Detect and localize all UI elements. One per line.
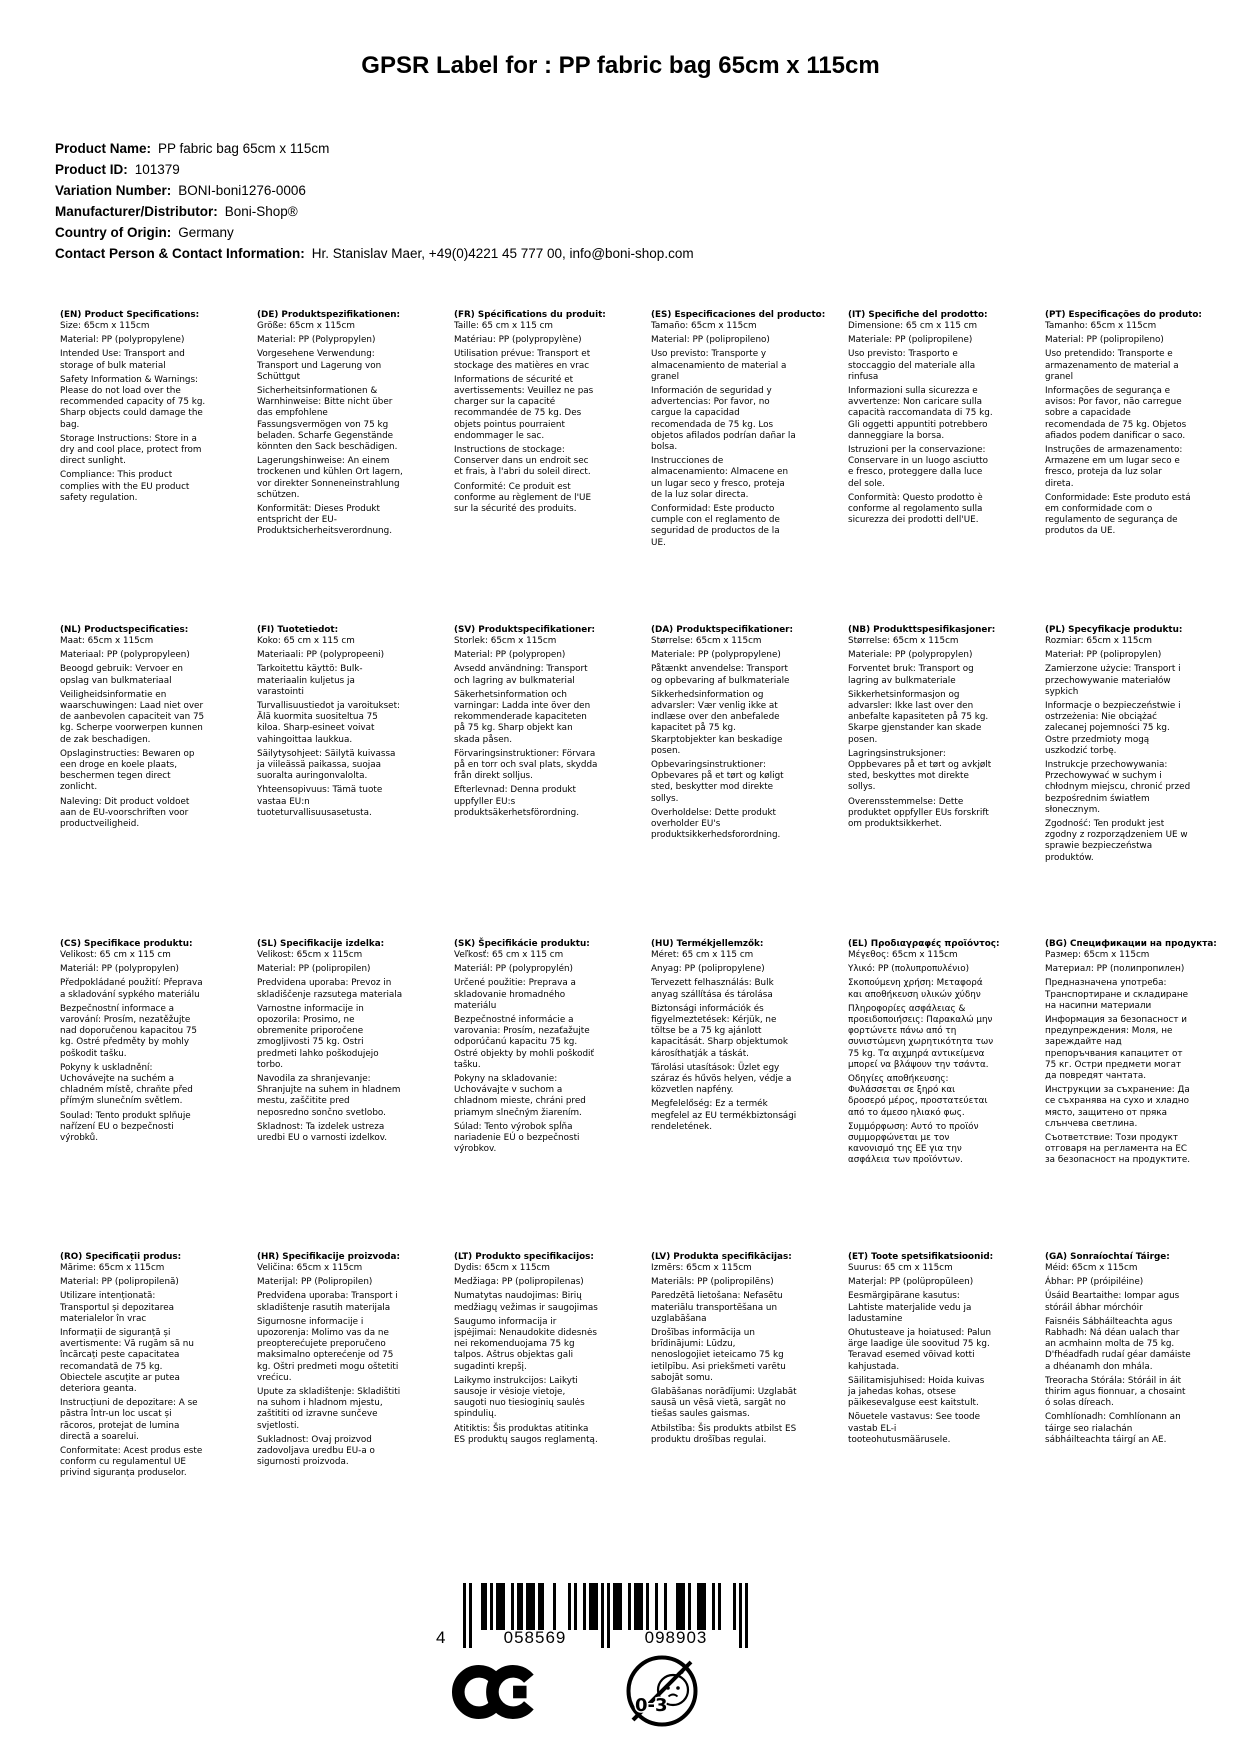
lang-section-title: (DE) Produktspezifikationen:	[257, 310, 401, 320]
spec-paragraph: Μέγεθος: 65cm x 115cm	[848, 950, 958, 960]
lang-section-title: (HR) Specifikacije proizvoda:	[257, 1252, 400, 1262]
spec-paragraph: Saugumo informacija ir įspėjimai: Nenaudokite didesnės nei rekomenduojama 75 kg talpos. Aštrus objektas gali sugadinti krepšį.	[454, 1316, 597, 1372]
spec-paragraph: Tervezett felhasználás: Bulk anyag szállítása és tárolása	[651, 978, 774, 1000]
spec-paragraph: Størrelse: 65cm x 115cm	[848, 636, 959, 646]
barcode-prefix-digit: 4	[436, 1628, 447, 1647]
spec-paragraph: Materjal: PP (polüpropüleen)	[848, 1277, 974, 1288]
spec-paragraph: Påtænkt anvendelse: Transport og opbevaring af bulkmateriale	[651, 664, 790, 686]
spec-paragraph: Informacje o bezpieczeństwie i ostrzeżenia: Nie obciążać zalecanej pojemności 75 kg. Ostre przedmioty mogą uszkodzić torbę.	[1045, 701, 1181, 756]
lang-section-da	[651, 625, 848, 939]
lang-section-fr	[454, 310, 651, 625]
spec-paragraph: Συμμόρφωση: Αυτό το προϊόν συμμορφώνεται με τον κανονισμό της ΕΕ για την ασφάλεια των προϊόντων.	[848, 1121, 979, 1166]
spec-paragraph: Yhteensopivuus: Tämä tuote vastaa EU:n tuoteturvallisuusasetusta.	[257, 785, 383, 818]
info-value: Boni-Shop®	[224, 204, 298, 219]
lang-section-title: (EN) Product Specifications:	[60, 310, 200, 320]
spec-paragraph: Información de seguridad y advertencias: Por favor, no cargue la capacidad recomendada de 75 kg. Los objetos afilados podrían dañar la bolsa.	[651, 386, 796, 453]
spec-paragraph: Lagerungshinweise: An einem trockenen und kühlen Ort lagern, vor direkter Sonneneinstrahlung schützen.	[257, 456, 403, 500]
spec-paragraph: Numatytas naudojimas: Birių medžiagų vežimas ir saugojimas	[454, 1291, 598, 1313]
lang-section-title: (ET) Toote spetsifikatsioonid:	[848, 1252, 994, 1262]
spec-paragraph: Conformità: Questo prodotto è conforme al regolamento sulla sicurezza dei prodotti dell'UE.	[848, 492, 983, 526]
lang-section-title: (LV) Produkta specifikācijas:	[651, 1252, 792, 1262]
spec-paragraph: Material: PP (polypropylene)	[60, 335, 185, 346]
spec-paragraph: Vorgesehene Verwendung: Transport und Lagerung von Schüttgut	[257, 349, 382, 382]
info-label: Contact Person & Contact Information:	[55, 246, 305, 261]
spec-paragraph: Informations de sécurité et avertissements: Veuillez ne pas charger sur la capacité recommandée de 75 kg. Des objets pointus pourraient endommager le sac.	[454, 374, 594, 441]
product-info-row	[55, 180, 694, 201]
spec-paragraph: Sikkerhetsinformasjon og advarsler: Ikke last over den anbefalte kapasiteten på 75 kg. Skarpe gjenstander kan skade posen.	[848, 689, 989, 745]
spec-paragraph: Avsedd användning: Transport och lagring av bulkmaterial	[454, 664, 588, 686]
lang-section-de	[257, 310, 454, 625]
lang-section-bg	[1045, 939, 1241, 1252]
lang-section-title: (SV) Produktspecifikationer:	[454, 625, 596, 635]
spec-paragraph: Koko: 65 cm x 115 cm	[257, 636, 355, 646]
product-info-row	[55, 222, 694, 243]
spec-paragraph: Förvaringsinstruktioner: Förvara på en torr och sval plats, skydda från direkt solljus.	[454, 748, 598, 782]
spec-paragraph: Инструкции за съхранение: Да се съхранява на сухо и хладно място, защитено от пряка слънчева светлина.	[1045, 1085, 1190, 1129]
spec-paragraph: Matériau: PP (polypropylène)	[454, 335, 582, 346]
language-sections-grid	[60, 310, 1241, 1483]
lang-section-hu	[651, 939, 848, 1252]
lang-section-title: (GA) Sonraíochtaí Táirge:	[1045, 1252, 1170, 1262]
spec-paragraph: Material: PP (polipropileno)	[1045, 335, 1164, 346]
spec-paragraph: Materiāls: PP (polipropilēns)	[651, 1277, 774, 1288]
page-title: GPSR Label for : PP fabric bag 65cm x 115cm	[361, 52, 880, 79]
spec-paragraph: Efterlevnad: Denna produkt uppfyller EU:s produktsäkerhetsförordning.	[454, 785, 580, 818]
spec-paragraph: Informații de siguranță și avertismente: Vă rugăm să nu încărcați peste capacitatea recomandată de 75 kg. Obiectele ascuțite ar putea deteriora geanta.	[60, 1328, 194, 1395]
spec-paragraph: Dydis: 65cm x 115cm	[454, 1263, 550, 1273]
lang-section-lt	[454, 1252, 651, 1483]
spec-paragraph: Varnostne informacije in opozorila: Prosimo, ne obremenite priporočene zmogljivosti 75 kg. Ostri predmeti lahko poškodujejo torbo.	[257, 1003, 379, 1070]
spec-paragraph: Σκοπούμενη χρήση: Μεταφορά και αποθήκευση υλικών χύδην	[848, 978, 983, 1000]
spec-paragraph: Sigurnosne informacije i upozorenja: Molimo vas da ne preopterećujete preporučeno maksimalno opterećenje od 75 kg. Oštri predmeti mogu oštetiti vrećicu.	[257, 1316, 399, 1383]
spec-paragraph: Naleving: Dit product voldoet aan de EU-voorschriften voor productveiligheid.	[60, 796, 190, 830]
spec-paragraph: Sukladnost: Ovaj proizvod zadovoljava uredbu EU-a o sigurnosti proizvoda.	[257, 1434, 375, 1468]
lang-section-sv	[454, 625, 651, 939]
lang-section-title: (SL) Specifikacije izdelka:	[257, 939, 385, 949]
spec-paragraph: Οδηγίες αποθήκευσης: Φυλάσσεται σε ξηρό και δροσερό μέρος, προστατεύεται από το άμεσο ηλιακό φως.	[848, 1074, 988, 1118]
spec-paragraph: Comhlíonadh: Comhlíonann an táirge seo rialachán sábháilteachta táirgí an AE.	[1045, 1412, 1181, 1445]
spec-paragraph: Istruzioni per la conservazione: Conservare in un luogo asciutto e fresco, proteggere dalla luce del sole.	[848, 445, 988, 489]
spec-paragraph: Bezpečnostné informácie a varovania: Prosím, nezaťažujte odporúčanú kapacitu 75 kg. Ostré objekty by mohli poškodiť tašku.	[454, 1015, 594, 1070]
spec-paragraph: Veiligheidsinformatie en waarschuwingen: Laad niet over de aanbevolen capaciteit van 75 kg. Scherpe voorwerpen kunnen de zak beschadigen.	[60, 689, 205, 745]
spec-paragraph: Materijal: PP (Polipropilen)	[257, 1277, 373, 1288]
lang-section-pl	[1045, 625, 1241, 939]
spec-paragraph: Nõuetele vastavus: See toode vastab EL-i tooteohutusmäärusele.	[848, 1412, 981, 1445]
spec-paragraph: Soulad: Tento produkt splňuje nařízení EU o bezpečnosti výrobků.	[60, 1110, 191, 1144]
info-value: Hr. Stanislav Maer, +49(0)4221 45 777 00, info@boni-shop.com	[311, 246, 694, 261]
spec-paragraph: Instruções de armazenamento: Armazene em um lugar seco e fresco, proteja da luz solar direta.	[1045, 445, 1183, 489]
spec-paragraph: Predvidena uporaba: Prevoz in skladiščenje razsutega materiala	[257, 978, 403, 1000]
spec-paragraph: Storage Instructions: Store in a dry and cool place, protect from direct sunlight.	[60, 433, 202, 467]
info-label: Country of Origin:	[55, 225, 172, 240]
lang-section-title: (BG) Спецификации на продукта:	[1045, 939, 1217, 949]
spec-paragraph: Materiaal: PP (polypropyleen)	[60, 650, 190, 661]
spec-paragraph: Säilitamisjuhised: Hoida kuivas ja jahedas kohas, otsese päikesevalguse eest kaitstult.	[848, 1375, 985, 1409]
info-label: Manufacturer/Distributor:	[55, 204, 218, 219]
spec-paragraph: Súlad: Tento výrobok spĺňa nariadenie EÚ o bezpečnosti výrobkov.	[454, 1121, 580, 1155]
spec-paragraph: Dimensione: 65 cm x 115 cm	[848, 321, 978, 331]
spec-paragraph: Opbevaringsinstruktioner: Opbevares på et tørt og køligt sted, beskytter mod direkte sollys.	[651, 760, 784, 804]
spec-paragraph: Anyag: PP (polipropylene)	[651, 964, 765, 975]
lang-section-title: (RO) Specificații produs:	[60, 1252, 182, 1262]
spec-paragraph: Skladnost: Ta izdelek ustreza uredbi EU o varnosti izdelkov.	[257, 1121, 388, 1144]
spec-paragraph: Forventet bruk: Transport og lagring av bulkmateriale	[848, 664, 974, 686]
info-value: 101379	[134, 162, 180, 177]
spec-paragraph: Material: PP (polipropileno)	[651, 335, 770, 346]
lang-section-title: (SK) Špecifikácie produktu:	[454, 939, 590, 949]
info-label: Variation Number:	[55, 183, 172, 198]
spec-paragraph: Ohutusteave ja hoiatused: Palun ärge laadige üle soovitud 75 kg. Teravad esemed võivad kotti kahjustada.	[848, 1328, 992, 1372]
ce-mark-icon	[452, 1661, 540, 1723]
spec-paragraph: Materiał: PP (polipropylen)	[1045, 650, 1162, 661]
spec-paragraph: Säkerhetsinformation och varningar: Ladda inte över den rekommenderade kapaciteten på 75 kg. Sharp objekt kan skada påsen.	[454, 689, 591, 745]
spec-paragraph: Méid: 65cm x 115cm	[1045, 1263, 1138, 1273]
spec-paragraph: Medžiaga: PP (polipropilenas)	[454, 1277, 584, 1288]
lang-section-sl	[257, 939, 454, 1252]
spec-paragraph: Predviđena uporaba: Transport i skladištenje rasutih materijala	[257, 1291, 398, 1313]
spec-paragraph: Materiale: PP (polypropylen)	[848, 650, 973, 661]
spec-paragraph: Utilisation prévue: Transport et stockage des matières en vrac	[454, 349, 591, 371]
ean-barcode	[436, 1583, 748, 1649]
spec-paragraph: Compliance: This product complies with the EU product safety regulation.	[60, 470, 190, 503]
lang-section-it	[848, 310, 1045, 625]
spec-paragraph: Treoracha Stórála: Stóráil in áit thirim agus fionnuar, a chosaint ó solas díreach.	[1045, 1375, 1186, 1409]
age-warning-text: 0-3	[635, 1695, 668, 1716]
spec-paragraph: Sikkerhedsinformation og advarsler: Vær venlig ikke at indlæse over den anbefalede kapacitet på 75 kg. Skarptobjekter kan beskadige posen.	[651, 689, 783, 756]
age-warning-0-3-icon	[625, 1653, 701, 1729]
spec-paragraph: Konformität: Dieses Produkt entspricht der EU-Produktsicherheitsverordnung.	[257, 504, 393, 537]
lang-section-title: (ES) Especificaciones del producto:	[651, 310, 826, 320]
spec-paragraph: Určené použitie: Preprava a skladovanie hromadného materiálu	[454, 978, 576, 1011]
info-label: Product Name:	[55, 141, 152, 156]
spec-paragraph: Opslaginstructies: Bewaren op een droge en koele plaats, beschermen tegen direct zonlicht.	[60, 748, 195, 793]
lang-section-title: (DA) Produktspecifikationer:	[651, 625, 794, 635]
spec-paragraph: Intended Use: Transport and storage of bulk material	[60, 349, 185, 371]
lang-section-title: (HU) Termékjellemzők:	[651, 939, 764, 949]
spec-paragraph: Megfelelőség: Ez a termék megfelel az EU termékbiztonsági rendeletének.	[651, 1099, 797, 1132]
product-info	[55, 138, 694, 264]
spec-paragraph: Uso previsto: Transporte y almacenamiento de material a granel	[651, 349, 787, 382]
spec-paragraph: Rozmiar: 65cm x 115cm	[1045, 636, 1152, 646]
lang-section-title: (NB) Produkttspesifikasjoner:	[848, 625, 996, 635]
spec-paragraph: Съответствие: Този продукт отговаря на регламента на ЕС за безопасност на продуктите.	[1045, 1133, 1191, 1166]
spec-paragraph: Glabāšanas norādījumi: Uzglabāt sausā un vēsā vietā, sargāt no tiešas saules gaismas.	[651, 1387, 797, 1420]
spec-paragraph: Beoogd gebruik: Vervoer en opslag van bulkmateriaal	[60, 664, 184, 686]
spec-paragraph: Úsáid Beartaithe: Iompar agus stóráil ábhar mórchóir	[1045, 1291, 1180, 1313]
lang-section-ro	[60, 1252, 257, 1483]
lang-section-el	[848, 939, 1045, 1252]
spec-paragraph: Izmērs: 65cm x 115cm	[651, 1263, 752, 1273]
spec-paragraph: Atitiktis: Šis produktas atitinka ES produktų saugos reglamentą.	[454, 1423, 598, 1445]
spec-paragraph: Navodila za shranjevanje: Shranjujte na suhem in hladnem mestu, zaščitite pred neposredno sončno svetlobo.	[257, 1074, 401, 1118]
spec-paragraph: Turvallisuustiedot ja varoitukset: Älä kuormita suositeltua 75 kiloa. Sharp-esineet voivat vahingoittaa laukkua.	[257, 701, 400, 745]
lang-section-title: (PT) Especificações do produto:	[1045, 310, 1202, 320]
spec-paragraph: Instructions de stockage: Conserver dans un endroit sec et frais, à l'abri du soleil direct.	[454, 445, 591, 478]
lang-section-lv	[651, 1252, 848, 1483]
spec-paragraph: Материал: PP (полипропилен)	[1045, 964, 1185, 975]
spec-paragraph: Sicherheitsinformationen & Warnhinweise: Bitte nicht über das empfohlene Fassungsvermögen von 75 kg beladen. Scharfe Gegenstände könnten den Sack beschädigen.	[257, 386, 398, 453]
info-value: Germany	[178, 225, 234, 240]
lang-section-fi	[257, 625, 454, 939]
spec-paragraph: Informações de segurança e avisos: Por favor, não carregue sobre a capacidade recomendada de 75 kg. Objetos afiados podem danificar o saco.	[1045, 386, 1187, 441]
spec-paragraph: Размер: 65cm x 115cm	[1045, 950, 1150, 960]
lang-section-nb	[848, 625, 1045, 939]
spec-paragraph: Overensstemmelse: Dette produktet oppfyller EUs forskrift om produktsikkerhet.	[848, 796, 989, 830]
spec-paragraph: Instrucciones de almacenamiento: Almacene en un lugar seco y fresco, proteja de la luz solar directa.	[651, 456, 789, 500]
spec-paragraph: Biztonsági információk és figyelmeztetések: Kérjük, ne töltse be a 75 kg ajánlott kapacitását. Sharp objektumok károsíthatják a táskát.	[651, 1003, 788, 1059]
lang-section-title: (FI) Tuotetiedot:	[257, 625, 339, 635]
lang-section-title: (PL) Specyfikacje produktu:	[1045, 625, 1183, 635]
barcode-left-digits: 058569	[503, 1628, 567, 1647]
spec-paragraph: Tamanho: 65cm x 115cm	[1045, 321, 1157, 331]
spec-paragraph: Størrelse: 65cm x 115cm	[651, 636, 762, 646]
spec-paragraph: Instrucțiuni de depozitare: A se păstra într-un loc uscat și răcoros, protejat de lumina directă a soarelui.	[60, 1398, 198, 1442]
spec-paragraph: Utilizare intenționată: Transportul și depozitarea materialelor în vrac	[60, 1291, 175, 1324]
spec-paragraph: Conformitate: Acest produs este conform cu regulamentul UE privind siguranța produselor.	[60, 1446, 203, 1479]
barcode-right-digits: 098903	[644, 1628, 708, 1647]
spec-paragraph: Zgodność: Ten produkt jest zgodny z rozporządzeniem UE w sprawie bezpieczeństwa produktów.	[1045, 819, 1188, 863]
lang-section-title: (EL) Προδιαγραφές προϊόντος:	[848, 939, 1000, 949]
spec-paragraph: Material: PP (polipropilenă)	[60, 1277, 179, 1288]
product-info-row	[55, 159, 694, 180]
spec-paragraph: Lagringsinstruksjoner: Oppbevares på et tørt og avkjølt sted, beskyttes mot direkte sollys.	[848, 748, 992, 793]
spec-paragraph: Eesmärgipärane kasutus: Lahtiste materjalide vedu ja ladustamine	[848, 1291, 972, 1324]
spec-paragraph: Material: PP (Polypropylen)	[257, 335, 376, 346]
spec-paragraph: Storlek: 65cm x 115cm	[454, 636, 557, 646]
spec-paragraph: Πληροφορίες ασφάλειας & προειδοποιήσεις: Παρακαλώ μην φορτώνετε πάνω από τη συνιστώμενη χωρητικότητα των 75 kg. Τα αιχμηρά αντικείμενα μπορεί να βλάψουν την τσάντα.	[848, 1003, 994, 1070]
spec-paragraph: Materiale: PP (polipropilene)	[848, 335, 973, 346]
spec-paragraph: Предназначена употреба: Транспортиране и складиране на насипни материали	[1045, 978, 1189, 1011]
spec-paragraph: Taille: 65 cm x 115 cm	[454, 321, 553, 331]
spec-paragraph: Size: 65cm x 115cm	[60, 321, 150, 331]
lang-section-title: (IT) Specifiche del prodotto:	[848, 310, 988, 320]
product-info-row	[55, 243, 694, 264]
spec-paragraph: Faisnéis Sábháilteachta agus Rabhadh: Ná déan ualach thar an acmhainn molta de 75 kg. D'fhéadfadh rudaí géar damáiste a dhéanamh don mhála.	[1045, 1316, 1191, 1372]
spec-paragraph: Méret: 65 cm x 115 cm	[651, 950, 754, 960]
info-label: Product ID:	[55, 162, 128, 177]
spec-paragraph: Materiál: PP (polypropylén)	[454, 964, 573, 975]
spec-paragraph: Materiál: PP (polypropylen)	[60, 964, 179, 975]
spec-paragraph: Material: PP (polipropilen)	[257, 964, 371, 975]
lang-section-et	[848, 1252, 1045, 1483]
spec-paragraph: Mărime: 65cm x 115cm	[60, 1263, 165, 1273]
lang-section-nl	[60, 625, 257, 939]
spec-paragraph: Paredzētā lietošana: Nefasētu materiālu transportēšana un uzglabāšana	[651, 1291, 783, 1324]
spec-paragraph: Informazioni sulla sicurezza e avvertenze: Non caricare sulla capacità raccomandata di 75 kg. Gli oggetti appuntiti potrebbero danneggiare la borsa.	[848, 386, 993, 441]
info-value: BONI-boni1276-0006	[178, 183, 306, 198]
spec-paragraph: Uso previsto: Trasporto e stoccaggio del materiale alla rinfusa	[848, 349, 976, 382]
spec-paragraph: Ábhar: PP (próipiléine)	[1045, 1277, 1144, 1288]
spec-paragraph: Uso pretendido: Transporte e armazenamento de material a granel	[1045, 349, 1179, 382]
spec-paragraph: Atbilstība: Šis produkts atbilst ES produktu drošības regulai.	[651, 1423, 797, 1445]
lang-section-en	[60, 310, 257, 625]
spec-paragraph: Veľkosť: 65 cm x 115 cm	[454, 950, 564, 960]
spec-paragraph: Pokyny na skladovanie: Uchovávajte v suchom a chladnom mieste, chráni pred priamym slnečným žiarením.	[454, 1074, 586, 1118]
spec-paragraph: Upute za skladištenje: Skladištiti na suhom i hladnom mjestu, zaštititi od izravne sunčeve svjetlosti.	[257, 1387, 401, 1431]
spec-paragraph: Säilytysohjeet: Säilytä kuivassa ja viileässä paikassa, suojaa suoralta auringonvalolta.	[257, 748, 396, 782]
spec-paragraph: Velikost: 65cm x 115cm	[257, 950, 363, 960]
spec-paragraph: Materiale: PP (polypropylene)	[651, 650, 781, 661]
spec-paragraph: Veličina: 65cm x 115cm	[257, 1263, 363, 1273]
info-value: PP fabric bag 65cm x 115cm	[158, 141, 330, 156]
spec-paragraph: Instrukcje przechowywania: Przechowywać w suchym i chłodnym miejscu, chronić przed bezpośrednim światłem słonecznym.	[1045, 760, 1191, 815]
spec-paragraph: Pokyny k uskladnění: Uchovávejte na suchém a chladném místě, chraňte před přímým slunečním světlem.	[60, 1062, 193, 1107]
spec-paragraph: Tarkoitettu käyttö: Bulk-materiaalin kuljetus ja varastointi	[257, 664, 363, 697]
spec-paragraph: Tárolási utasítások: Üzlet egy száraz és hűvös helyen, védje a közvetlen napfény.	[651, 1062, 792, 1096]
lang-section-pt	[1045, 310, 1241, 625]
spec-paragraph: Velikost: 65 cm x 115 cm	[60, 950, 171, 960]
product-info-row	[55, 138, 694, 159]
spec-paragraph: Υλικό: PP (πολυπροπυλένιο)	[848, 964, 970, 975]
lang-section-title: (LT) Produkto specifikacijos:	[454, 1252, 594, 1262]
spec-paragraph: Materiaali: PP (polypropeeni)	[257, 650, 385, 661]
spec-paragraph: Conformité: Ce produit est conforme au règlement de l'UE sur la sécurité des produits.	[454, 481, 592, 515]
spec-paragraph: Информация за безопасност и предупреждения: Моля, не зареждайте над препоръчвания капацитет от 75 кг. Остри предмети могат да повредят чантата.	[1045, 1015, 1187, 1082]
spec-paragraph: Zamierzone użycie: Transport i przechowywanie materiałów sypkich	[1045, 664, 1181, 697]
spec-paragraph: Größe: 65cm x 115cm	[257, 321, 355, 331]
spec-paragraph: Drošības informācija un brīdinājumi: Lūdzu, nenoslogojiet ieteicamo 75 kg ietilpību. Asi priekšmeti varētu sabojāt somu.	[651, 1328, 786, 1383]
lang-section-title: (FR) Spécifications du produit:	[454, 310, 606, 320]
spec-paragraph: Maat: 65cm x 115cm	[60, 636, 154, 646]
spec-paragraph: Laikymo instrukcijos: Laikyti sausoje ir vėsioje vietoje, saugoti nuo tiesioginių saulės spindulių.	[454, 1375, 585, 1420]
spec-paragraph: Conformidade: Este produto está em conformidade com o regulamento de segurança de produtos da UE.	[1045, 492, 1191, 537]
lang-section-es	[651, 310, 848, 625]
lang-section-title: (NL) Productspecificaties:	[60, 625, 189, 635]
spec-paragraph: Suurus: 65 cm x 115cm	[848, 1263, 953, 1273]
spec-paragraph: Bezpečnostní informace a varování: Prosím, nezatěžujte nad doporučenou kapacitou 75 kg. Ostré předměty by mohly poškodit tašku.	[60, 1003, 198, 1059]
lang-section-title: (CS) Specifikace produktu:	[60, 939, 193, 949]
product-info-row	[55, 201, 694, 222]
spec-paragraph: Conformidad: Este producto cumple con el reglamento de seguridad de productos de la UE.	[651, 504, 780, 548]
lang-section-sk	[454, 939, 651, 1252]
spec-paragraph: Safety Information & Warnings: Please do not load over the recommended capacity of 75 kg. Sharp objects could damage the bag.	[60, 374, 206, 430]
spec-paragraph: Material: PP (polypropen)	[454, 650, 566, 661]
spec-paragraph: Overholdelse: Dette produkt overholder EU's produktsikkerhedsforordning.	[651, 807, 781, 841]
lang-section-ga	[1045, 1252, 1241, 1483]
lang-section-cs	[60, 939, 257, 1252]
lang-section-hr	[257, 1252, 454, 1483]
spec-paragraph: Předpokládané použití: Přeprava a skladování sypkého materiálu	[60, 978, 203, 1000]
spec-paragraph: Tamaño: 65cm x 115cm	[651, 321, 757, 331]
